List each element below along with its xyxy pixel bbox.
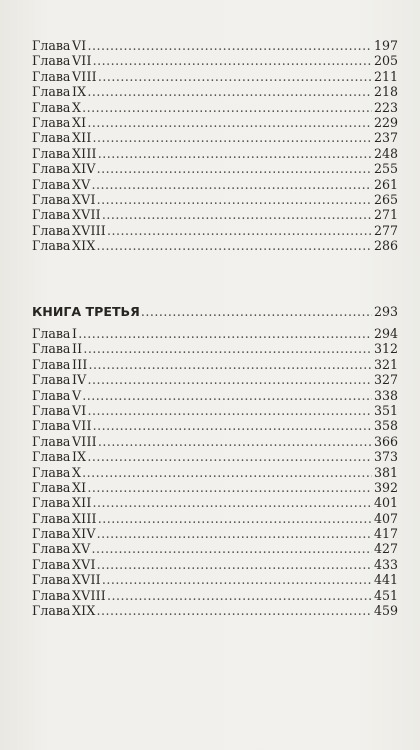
chapter-word: Глава — [32, 68, 71, 84]
toc-entry — [32, 511, 398, 526]
toc-entry — [32, 238, 398, 253]
chapter-word: Глава — [32, 556, 71, 572]
chapter-word: Глава — [32, 238, 71, 254]
toc-entry — [32, 541, 398, 556]
page-number: 407 — [373, 510, 398, 526]
chapter-numeral: V — [72, 387, 82, 403]
chapter-numeral: X — [72, 99, 82, 115]
toc-entry — [32, 146, 398, 161]
chapter-label — [32, 572, 101, 587]
page-number: 392 — [373, 479, 398, 495]
chapter-word: Глава — [32, 356, 71, 372]
chapter-label — [32, 192, 96, 207]
toc-entry — [32, 38, 398, 53]
chapter-label — [32, 480, 86, 495]
chapter-numeral: IX — [72, 84, 87, 100]
dot-leader — [97, 526, 372, 541]
chapter-numeral: VIII — [72, 68, 97, 84]
page-number: 401 — [373, 495, 398, 511]
chapter-numeral: VI — [72, 38, 87, 53]
chapter-label — [32, 38, 86, 53]
page-number: 381 — [373, 464, 398, 480]
dot-leader — [93, 418, 372, 433]
page-number: 366 — [373, 433, 398, 449]
chapter-label — [32, 449, 86, 464]
toc-entry — [32, 192, 398, 207]
chapter-word: Глава — [32, 387, 71, 403]
toc-entry — [32, 403, 398, 418]
chapter-label — [32, 146, 97, 161]
page-number: 211 — [373, 68, 398, 84]
chapter-label — [32, 69, 97, 84]
chapter-word: Глава — [32, 191, 71, 207]
page-number: 294 — [373, 326, 398, 341]
toc-entry — [32, 357, 398, 372]
table-of-contents-continued — [32, 38, 398, 253]
dot-leader — [141, 304, 372, 320]
chapter-word: Глава — [32, 479, 71, 495]
book-title: КНИГА ТРЕТЬЯ — [32, 304, 140, 319]
chapter-numeral: XIX — [72, 238, 96, 254]
toc-entry — [32, 341, 398, 356]
page-number: 338 — [373, 387, 398, 403]
chapter-label — [32, 341, 82, 356]
dot-leader — [91, 541, 371, 556]
toc-entry — [32, 84, 398, 99]
chapter-numeral: XIII — [72, 145, 97, 161]
dot-leader — [87, 38, 371, 53]
toc-list-part2 — [32, 326, 398, 618]
chapter-label — [32, 53, 92, 68]
chapter-label — [32, 541, 90, 556]
chapter-word: Глава — [32, 176, 71, 192]
dot-leader — [87, 480, 372, 495]
chapter-word: Глава — [32, 38, 71, 53]
chapter-numeral: XV — [72, 541, 91, 557]
chapter-numeral: VII — [72, 418, 92, 434]
chapter-word: Глава — [32, 464, 71, 480]
toc-entry — [32, 588, 398, 603]
page-number: 261 — [373, 176, 398, 192]
dot-leader — [87, 115, 372, 130]
chapter-numeral: XII — [72, 130, 92, 146]
dot-leader — [97, 603, 372, 618]
chapter-numeral: XVIII — [72, 222, 106, 238]
chapter-label — [32, 238, 96, 253]
chapter-word: Глава — [32, 418, 71, 434]
dot-leader — [82, 100, 372, 115]
chapter-numeral: II — [72, 341, 83, 357]
chapter-label — [32, 418, 92, 433]
page-number: 312 — [373, 341, 398, 357]
chapter-label — [32, 100, 81, 115]
chapter-label — [32, 177, 90, 192]
chapter-numeral: I — [72, 326, 78, 341]
chapter-label — [32, 557, 96, 572]
toc-entry — [32, 100, 398, 115]
table-of-contents-book-three — [32, 304, 398, 618]
chapter-label — [32, 434, 97, 449]
chapter-label — [32, 388, 81, 403]
chapter-word: Глава — [32, 449, 71, 465]
page-number: 277 — [373, 222, 398, 238]
dot-leader — [107, 588, 372, 603]
page-number: 286 — [373, 238, 398, 254]
dot-leader — [93, 53, 372, 68]
toc-entry — [32, 465, 398, 480]
dot-leader — [97, 192, 372, 207]
chapter-word: Глава — [32, 572, 71, 588]
dot-leader — [82, 465, 372, 480]
chapter-word: Глава — [32, 130, 71, 146]
page-number: 417 — [373, 526, 398, 542]
chapter-numeral: XVII — [72, 207, 101, 223]
toc-entry — [32, 326, 398, 341]
dot-leader — [98, 69, 372, 84]
toc-entry — [32, 526, 398, 541]
chapter-word: Глава — [32, 53, 71, 69]
chapter-word: Глава — [32, 326, 71, 341]
chapter-label — [32, 130, 92, 145]
dot-leader — [98, 511, 372, 526]
chapter-label — [32, 115, 86, 130]
toc-entry — [32, 557, 398, 572]
dot-leader — [87, 84, 372, 99]
page-number: 321 — [373, 356, 398, 372]
page-number: 205 — [373, 53, 398, 69]
dot-leader — [93, 130, 372, 145]
dot-leader — [93, 495, 372, 510]
chapter-numeral: XIII — [72, 510, 97, 526]
chapter-word: Глава — [32, 587, 71, 603]
chapter-word: Глава — [32, 526, 71, 542]
chapter-word: Глава — [32, 603, 71, 619]
toc-entry — [32, 161, 398, 176]
chapter-word: Глава — [32, 99, 71, 115]
page-number: 229 — [373, 114, 398, 130]
page-number: 373 — [373, 449, 398, 465]
toc-entry — [32, 53, 398, 68]
dot-leader — [107, 223, 372, 238]
toc-entry — [32, 434, 398, 449]
chapter-numeral: III — [72, 356, 88, 372]
chapter-numeral: XIV — [72, 161, 96, 177]
chapter-numeral: XI — [72, 479, 87, 495]
chapter-numeral: XV — [72, 176, 91, 192]
dot-leader — [82, 388, 372, 403]
chapter-numeral: VI — [72, 402, 87, 418]
chapter-numeral: XVI — [72, 556, 96, 572]
book-heading-entry — [32, 304, 398, 320]
chapter-label — [32, 357, 88, 372]
chapter-numeral: XVIII — [72, 587, 106, 603]
page-number: 358 — [373, 418, 398, 434]
toc-entry — [32, 418, 398, 433]
chapter-label — [32, 465, 81, 480]
toc-entry — [32, 603, 398, 618]
page-number: 271 — [373, 207, 398, 223]
dot-leader — [91, 177, 371, 192]
dot-leader — [98, 434, 372, 449]
chapter-label — [32, 326, 77, 341]
chapter-label — [32, 161, 96, 176]
toc-entry — [32, 115, 398, 130]
chapter-label — [32, 403, 86, 418]
chapter-word: Глава — [32, 541, 71, 557]
chapter-word: Глава — [32, 495, 71, 511]
page-number: 433 — [373, 556, 398, 572]
chapter-numeral: X — [72, 464, 82, 480]
dot-leader — [97, 557, 372, 572]
chapter-label — [32, 207, 101, 222]
chapter-word: Глава — [32, 372, 71, 388]
dot-leader — [87, 372, 371, 387]
dot-leader — [87, 449, 372, 464]
chapter-label — [32, 495, 92, 510]
chapter-word: Глава — [32, 341, 71, 357]
chapter-label — [32, 511, 97, 526]
chapter-label — [32, 588, 106, 603]
chapter-label — [32, 84, 86, 99]
chapter-numeral: XII — [72, 495, 92, 511]
toc-entry — [32, 69, 398, 84]
chapter-word: Глава — [32, 161, 71, 177]
chapter-word: Глава — [32, 433, 71, 449]
chapter-numeral: XIV — [72, 526, 96, 542]
page-number: 197 — [373, 38, 398, 53]
chapter-numeral: XVI — [72, 191, 96, 207]
toc-entry — [32, 177, 398, 192]
toc-entry — [32, 130, 398, 145]
chapter-label — [32, 223, 106, 238]
chapter-numeral: VIII — [72, 433, 97, 449]
dot-leader — [97, 238, 372, 253]
page-number: 265 — [373, 191, 398, 207]
chapter-word: Глава — [32, 402, 71, 418]
toc-entry — [32, 388, 398, 403]
dot-leader — [97, 161, 372, 176]
page-number: 223 — [373, 99, 398, 115]
chapter-numeral: XVII — [72, 572, 101, 588]
page-number: 248 — [373, 145, 398, 161]
toc-entry — [32, 572, 398, 587]
page-number: 459 — [373, 603, 398, 619]
dot-leader — [87, 403, 371, 418]
page-number: 427 — [373, 541, 398, 557]
toc-entry — [32, 223, 398, 238]
page-number: 293 — [373, 304, 398, 319]
toc-entry — [32, 449, 398, 464]
toc-entry — [32, 207, 398, 222]
toc-list-part1 — [32, 38, 398, 253]
chapter-word: Глава — [32, 222, 71, 238]
chapter-numeral: XI — [72, 114, 87, 130]
dot-leader — [98, 146, 372, 161]
toc-entry — [32, 372, 398, 387]
dot-leader — [102, 572, 372, 587]
chapter-numeral: IX — [72, 449, 87, 465]
page-number: 327 — [373, 372, 398, 388]
chapter-word: Глава — [32, 84, 71, 100]
page-number: 441 — [373, 572, 398, 588]
toc-entry — [32, 480, 398, 495]
chapter-word: Глава — [32, 207, 71, 223]
page-number: 451 — [373, 587, 398, 603]
chapter-label — [32, 372, 86, 387]
chapter-numeral: XIX — [72, 603, 96, 619]
chapter-word: Глава — [32, 114, 71, 130]
page-number: 237 — [373, 130, 398, 146]
chapter-label — [32, 603, 96, 618]
toc-entry — [32, 495, 398, 510]
chapter-numeral: IV — [72, 372, 87, 388]
dot-leader — [78, 326, 372, 341]
dot-leader — [102, 207, 372, 222]
dot-leader — [89, 357, 372, 372]
chapter-word: Глава — [32, 145, 71, 161]
chapter-label — [32, 526, 96, 541]
page-number: 218 — [373, 84, 398, 100]
chapter-word: Глава — [32, 510, 71, 526]
chapter-numeral: VII — [72, 53, 92, 69]
page-number: 255 — [373, 161, 398, 177]
page-number: 351 — [373, 402, 398, 418]
dot-leader — [83, 341, 372, 356]
